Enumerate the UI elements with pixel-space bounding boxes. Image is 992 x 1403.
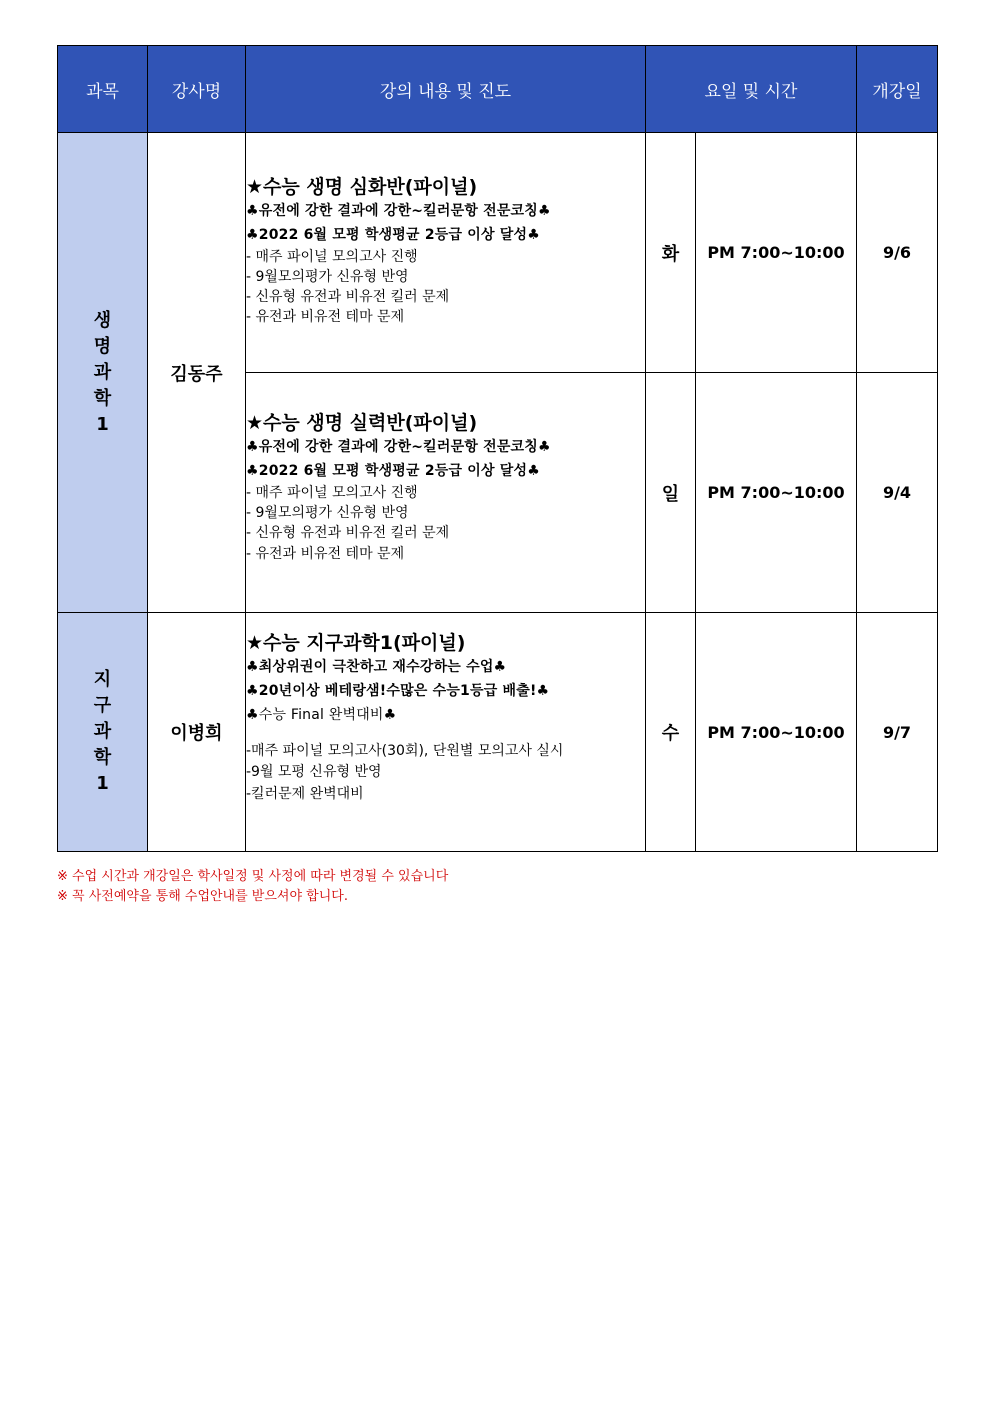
start-date: 9/6 (857, 133, 938, 373)
course-title: ★수능 생명 심화반(파이널) (246, 176, 478, 198)
header-subject: 과목 (58, 46, 148, 133)
course-title: ★수능 생명 실력반(파이널) (246, 412, 478, 434)
header-teacher: 강사명 (148, 46, 246, 133)
course-highlight: ♣20년이상 베테랑샘!수많은 수능1등급 배출!♣ (246, 683, 550, 699)
subject-char: 지 (93, 669, 112, 690)
course-highlight: ♣수능 Final 완벽대비♣ (246, 707, 397, 723)
subject-char: 학 (93, 747, 112, 768)
notice-block (57, 867, 448, 907)
course-highlight: ♣2022 6월 모평 학생평균 2등급 이상 달성♣ (246, 227, 541, 243)
course-item: - 신유형 유전과 비유전 킬러 문제 (246, 289, 450, 305)
course-content (246, 133, 646, 373)
subject-char: 과 (93, 721, 112, 742)
header-content: 강의 내용 및 진도 (246, 46, 646, 133)
course-item: -킬러문제 완벽대비 (246, 786, 364, 802)
course-highlight: ♣2022 6월 모평 학생평균 2등급 이상 달성♣ (246, 463, 541, 479)
course-item: - 유전과 비유전 테마 문제 (246, 309, 405, 325)
subject-char: 1 (96, 773, 109, 794)
subject-char: 학 (93, 387, 112, 409)
course-item: - 신유형 유전과 비유전 킬러 문제 (246, 525, 450, 541)
course-highlight: ♣유전에 강한 결과에 강한~킬러문항 전문코칭♣ (246, 439, 551, 455)
table-row (58, 133, 938, 373)
class-day: 화 (646, 133, 696, 373)
schedule-table (57, 45, 938, 852)
subject-cell-biology (58, 133, 148, 613)
subject-char: 구 (93, 695, 112, 716)
course-content (246, 613, 646, 852)
subject-char: 과 (93, 361, 112, 383)
course-item: - 유전과 비유전 테마 문제 (246, 546, 405, 562)
class-time: PM 7:00~10:00 (696, 373, 857, 613)
header-row (58, 46, 938, 133)
course-highlight: ♣최상위권이 극찬하고 재수강하는 수업♣ (246, 659, 507, 675)
course-item: - 매주 파이널 모의고사 진행 (246, 485, 418, 501)
class-day: 수 (646, 613, 696, 852)
course-item: - 9월모의평가 신유형 반영 (246, 269, 409, 285)
course-item: - 매주 파이널 모의고사 진행 (246, 249, 418, 265)
course-title: ★수능 지구과학1(파이널) (246, 632, 466, 654)
subject-cell-earth-science (58, 613, 148, 852)
course-item: - 9월모의평가 신유형 반영 (246, 505, 409, 521)
course-content (246, 373, 646, 613)
notice-line: ※ 수업 시간과 개강일은 학사일정 및 사정에 따라 변경될 수 있습니다 (57, 869, 449, 884)
course-highlight: ♣유전에 강한 결과에 강한~킬러문항 전문코칭♣ (246, 203, 551, 219)
start-date: 9/4 (857, 373, 938, 613)
course-item: -매주 파이널 모의고사(30회), 단원별 모의고사 실시 (246, 743, 564, 759)
subject-char: 1 (96, 413, 109, 435)
teacher-name: 김동주 (148, 133, 246, 613)
class-time: PM 7:00~10:00 (696, 613, 857, 852)
header-start-date: 개강일 (857, 46, 938, 133)
table-row (58, 613, 938, 852)
start-date: 9/7 (857, 613, 938, 852)
notice-line: ※ 꼭 사전예약을 통해 수업안내를 받으셔야 합니다. (57, 889, 348, 904)
subject-char: 생 (93, 309, 112, 331)
teacher-name: 이병희 (148, 613, 246, 852)
class-day: 일 (646, 373, 696, 613)
class-time: PM 7:00~10:00 (696, 133, 857, 373)
course-item: -9월 모평 신유형 반영 (246, 764, 382, 780)
header-schedule: 요일 및 시간 (646, 46, 857, 133)
subject-char: 명 (93, 335, 112, 357)
